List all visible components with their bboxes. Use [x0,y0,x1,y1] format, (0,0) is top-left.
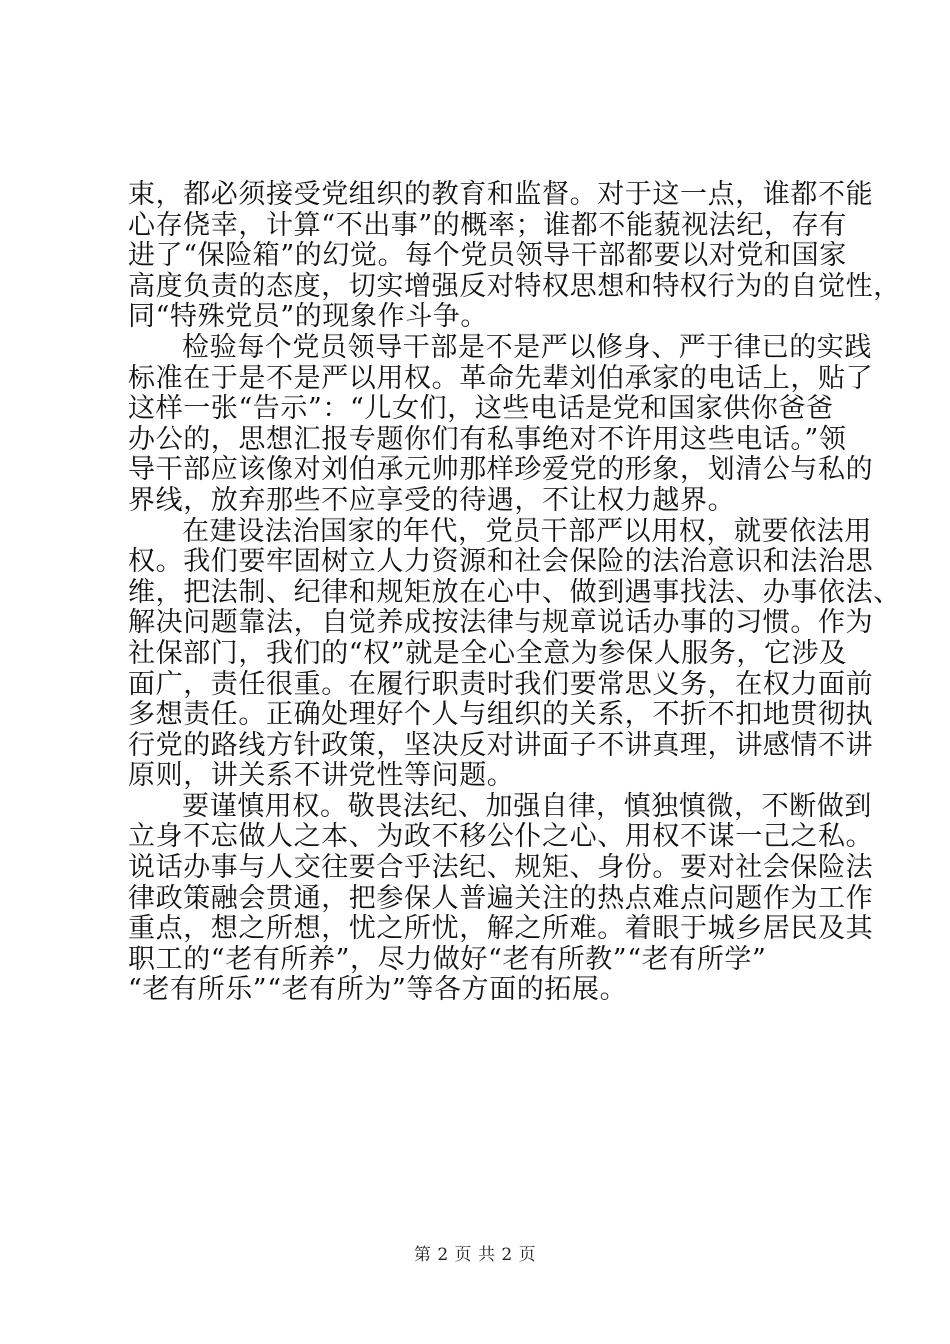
text-line: 说话办事与人交往要合乎法纪、规矩、身份。要对社会保险法 [128,852,874,884]
text-line: 导干部应该像对刘伯承元帅那样珍爱党的形象，划清公与私的 [128,454,874,486]
text-line: 心存侥幸，计算“不出事”的概率；谁都不能藐视法纪，存有 [128,209,847,241]
text-line: 标准在于是不是严以用权。革命先辈刘伯承家的电话上，贴了 [128,362,874,394]
text-line: 这样一张“告示”：“儿女们，这些电话是党和国家供你爸爸 [128,393,834,425]
text-line: 原则，讲关系不讲党性等问题。 [128,760,515,792]
text-line: 行党的路线方针政策，坚决反对讲面子不讲真理，讲感情不讲 [128,729,874,761]
text-line: 维，把法制、纪律和规矩放在心中、做到遇事找法、办事依法、 [128,576,901,608]
text-line: 界线，放弃那些不应享受的待遇，不让权力越界。 [128,484,736,516]
text-line: “老有所乐”“老有所为”等各方面的拓展。 [128,974,628,1006]
text-line: 高度负责的态度，切实增强反对特权思想和特权行为的自觉性， [128,270,901,302]
text-line: 重点，想之所想，忧之所忧，解之所难。着眼于城乡居民及其 [128,913,874,945]
text-line: 职工的“老有所养”，尽力做好“老有所教”“老有所学” [128,943,767,975]
paragraph-first-line: 在建设法治国家的年代，党员干部严以用权，就要依法用 [182,515,872,547]
page-footer [0,1244,950,1266]
text-line: 束，都必须接受党组织的教育和监督。对于这一点，谁都不能 [128,179,874,210]
text-line: 权。我们要牢固树立人力资源和社会保险的法治意识和法治思 [128,546,874,578]
document-body [128,179,901,1006]
text-line: 办公的，思想汇报专题你们有私事绝对不许用这些电话。”领 [128,423,847,455]
paragraph-first-line: 要谨慎用权。敬畏法纪、加强自律，慎独慎微，不断做到 [182,790,872,822]
text-line: 立身不忘做人之本、为政不移公仆之心、用权不谋一己之私。 [128,821,874,853]
text-line: 面广，责任很重。在履行职责时我们要常思义务，在权力面前 [128,668,874,700]
text-line: 同“特殊党员”的现象作斗争。 [128,301,489,333]
paragraph-first-line: 检验每个党员领导干部是不是严以修身、严于律已的实践 [182,331,872,363]
text-line: 律政策融会贯通，把参保人普遍关注的热点难点问题作为工作 [128,882,874,914]
page-number: 第 2 页 共 2 页 [413,1245,537,1265]
text-line: 社保部门，我们的“权”就是全心全意为参保人服务，它涉及 [128,637,847,669]
text-line: 进了“保险箱”的幻觉。每个党员领导干部都要以对党和国家 [128,240,847,272]
text-line: 解决问题靠法，自觉养成按法律与规章说话办事的习惯。作为 [128,607,874,639]
text-line: 多想责任。正确处理好个人与组织的关系，不折不扣地贯彻执 [128,699,874,731]
